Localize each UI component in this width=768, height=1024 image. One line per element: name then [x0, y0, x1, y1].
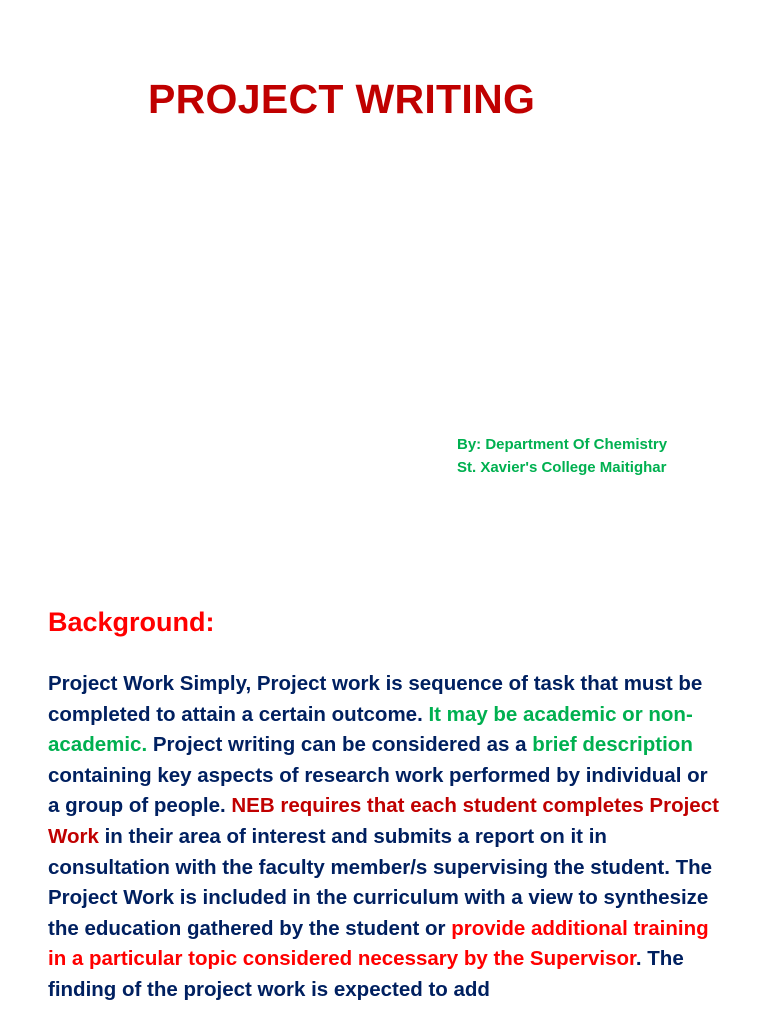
text-segment: containing key aspects of research work performed by individual or a group of people.: [48, 763, 708, 818]
highlight-additional-training: provide additional training in a particular topic considered necessary by the Supervisor: [48, 916, 709, 971]
author-byline: [457, 433, 667, 479]
background-paragraph: [48, 669, 720, 1006]
text-segment: Project writing can be considered as a: [147, 733, 533, 757]
page-title: PROJECT WRITING: [148, 76, 536, 122]
highlight-neb-requirement: NEB requires that each student completes Project Work: [48, 794, 719, 848]
text-segment: in their area of interest and submits a report on it in consultation with the faculty member/s supervising the student. The Project Work is included in the curriculum with a view to synthesize the education gathered by the student or: [48, 824, 713, 940]
text-segment: Project Work Simply, Project work is sequence of task that must be completed to attain a certain outcome.: [48, 672, 703, 726]
background-heading: Background:: [48, 607, 215, 637]
highlight-academic: It may be academic or non-academic.: [48, 702, 693, 757]
byline-college: St. Xavier's College Maitighar: [457, 459, 667, 476]
text-segment: . The finding of the project work is expected to add: [48, 947, 684, 1001]
highlight-brief-description: brief description: [532, 733, 693, 757]
byline-department: By: Department Of Chemistry: [457, 436, 668, 453]
